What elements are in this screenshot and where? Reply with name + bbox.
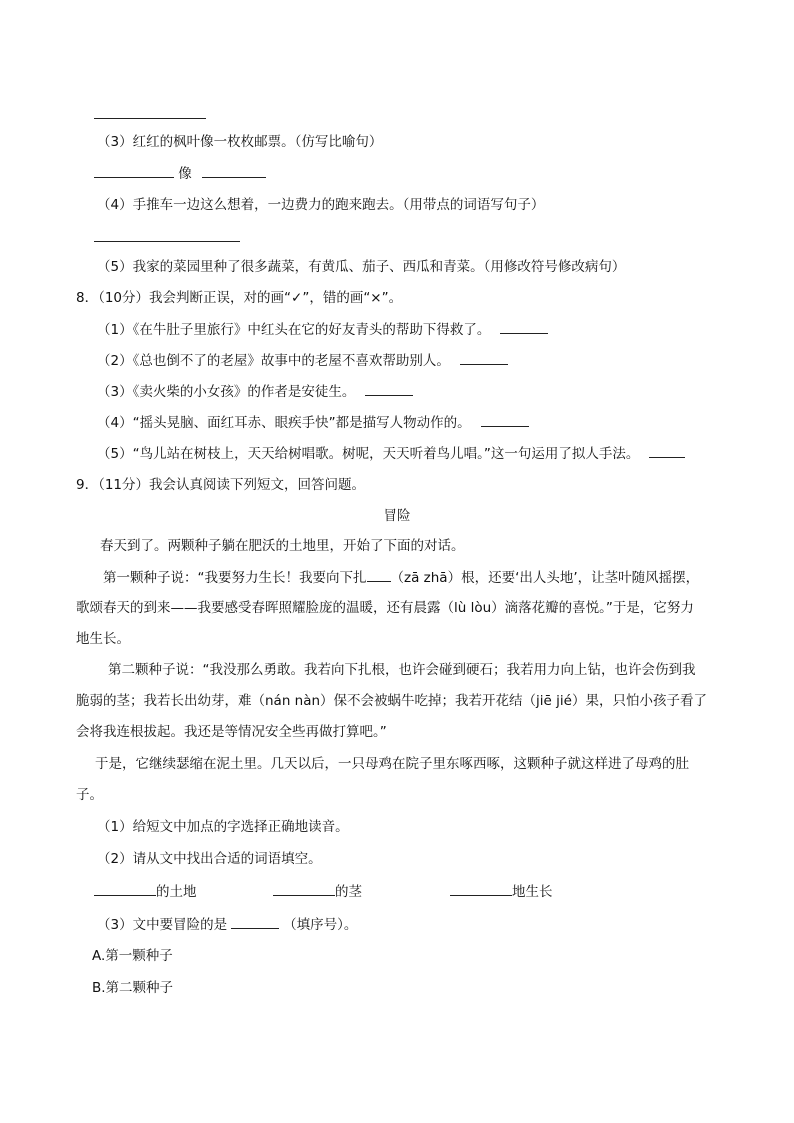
text-segment: 第一颗种子说：“我要努力生长！我要向下扎 — [103, 570, 367, 586]
passage-paragraph-1: 春天到了。两颗种子躺在肥沃的土地里，开始了下面的对话。 — [100, 538, 465, 554]
q9-header: 9．（11分）我会认真阅读下列短文，回答问题。 — [76, 477, 366, 493]
passage-paragraph-3-line-2: 脆弱的茎；我若长出幼芽，难（nán nàn）保不会被蜗牛吃掉；我若开花结（jiē jié）果，只怕小孩子看了 — [76, 693, 707, 709]
fill-label: 地生长 — [512, 884, 553, 900]
fill-item-2 — [273, 881, 362, 902]
q8-item-2 — [97, 350, 508, 371]
fill-label: 的土地 — [156, 884, 197, 900]
q8-item-text: （1）《在牛肚子里旅行》中红头在它的好友青头的帮助下得救了。 — [97, 322, 491, 338]
like-word: 像 — [178, 166, 192, 182]
answer-blank[interactable] — [273, 881, 335, 896]
q8-item-text: （4）“摇头晃脑、面红耳赤、眼疾手快”都是描写人物动作的。 — [97, 415, 471, 431]
q8-item-text: （2）《总也倒不了的老屋》故事中的老屋不喜欢帮助别人。 — [97, 353, 450, 369]
q8-item-5 — [97, 443, 685, 464]
answer-blank[interactable] — [365, 381, 413, 396]
passage-title: 冒险 — [383, 508, 411, 524]
passage-paragraph-2-line-2: 歌颂春天的到来——我要感受春晖照耀脸庞的温暖，还有晨露（lù lòu）滴落花瓣的喜悦。”于是，它努力 — [76, 600, 694, 616]
q9-sub-2: （2）请从文中找出合适的词语填空。 — [97, 851, 322, 867]
q7-item-5: （5）我家的菜园里种了很多蔬菜，有黄瓜、茄子、西瓜和青菜。（用修改符号修改病句） — [97, 259, 626, 275]
q8-item-text: （5）“鸟儿站在树枝上，天天给树唱歌。树呢，天天听着鸟儿唱。”这一句运用了拟人手法。 — [97, 446, 640, 462]
text-segment: （zā zhā）根，还要‘出人头地’，让茎叶随风摇摆， — [390, 570, 700, 586]
answer-blank[interactable] — [202, 163, 266, 178]
answer-blank[interactable] — [231, 914, 279, 929]
answer-blank[interactable] — [649, 443, 685, 458]
answer-line-q7-4[interactable] — [94, 227, 240, 248]
option-a[interactable]: A.第一颗种子 — [92, 948, 173, 964]
q9-sub-1: （1）给短文中加点的字选择正确地读音。 — [97, 819, 349, 835]
q7-item-3-answer — [94, 163, 266, 184]
q8-item-3 — [97, 381, 413, 402]
passage-paragraph-2-line-1 — [103, 567, 699, 588]
passage-paragraph-3-line-1: 第二颗种子说：“我没那么勇敢。我若向下扎根，也许会碰到硬石；我若用力向上钻，也许会伤到我 — [108, 662, 696, 678]
passage-paragraph-4-line-2: 子。 — [76, 787, 103, 803]
q8-item-4 — [97, 412, 529, 433]
q8-header: 8．（10分）我会判断正误，对的画“✓”，错的画“×”。 — [76, 290, 403, 306]
q7-item-3: （3）红红的枫叶像一枚枚邮票。（仿写比喻句） — [97, 134, 383, 150]
text-segment: （填序号）。 — [283, 917, 358, 933]
q9-sub-3 — [97, 914, 357, 935]
q8-item-text: （3）《卖火柴的小女孩》的作者是安徒生。 — [97, 384, 356, 400]
answer-blank[interactable] — [500, 319, 548, 334]
answer-blank[interactable] — [481, 412, 529, 427]
answer-blank[interactable] — [94, 163, 174, 178]
passage-paragraph-2-line-3: 地生长。 — [76, 631, 130, 647]
answer-blank[interactable] — [450, 881, 512, 896]
answer-blank[interactable] — [460, 350, 508, 365]
answer-blank[interactable] — [94, 881, 156, 896]
q8-item-1 — [97, 319, 548, 340]
fill-item-3 — [450, 881, 553, 902]
q7-item-4: （4）手推车一边这么想着，一边费力的跑来跑去。（用带点的词语写句子） — [97, 197, 545, 213]
answer-line-q7-2[interactable] — [94, 104, 206, 125]
passage-paragraph-3-line-3: 会将我连根拔起。我还是等情况安全些再做打算吧。” — [76, 724, 387, 740]
fill-label: 的茎 — [335, 884, 362, 900]
answer-blank[interactable] — [367, 567, 391, 582]
option-b[interactable]: B.第二颗种子 — [92, 980, 174, 996]
fill-item-1 — [94, 881, 197, 902]
text-segment: （3）文中要冒险的是 — [97, 917, 228, 933]
passage-paragraph-4-line-1: 于是，它继续瑟缩在泥土里。几天以后，一只母鸡在院子里东啄西啄，这颗种子就这样进了母鸡的肚 — [95, 756, 689, 772]
